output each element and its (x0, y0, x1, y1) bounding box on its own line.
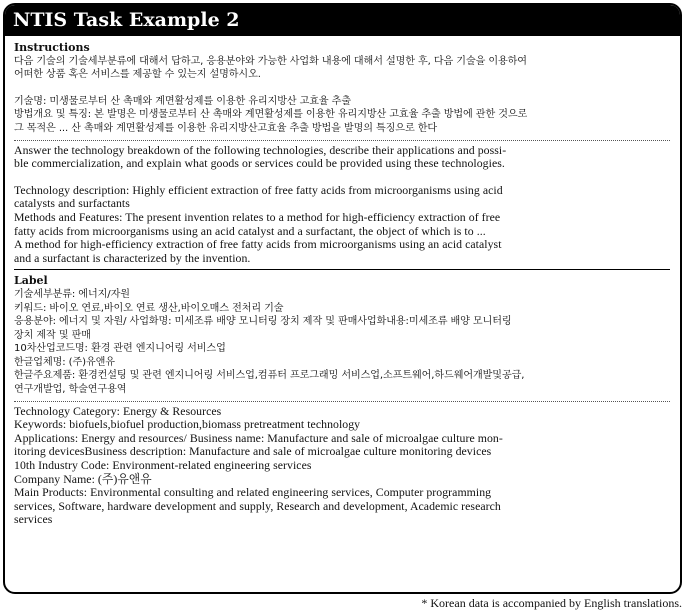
english-line: 10th Industry Code: Environment-related engineering services (14, 458, 312, 473)
korean-line: 그 목적은 ... 산 촉매와 계면활성제를 이용한 유리지방산고효율 추출 방법을 발명의 특징으로 한다 (14, 122, 437, 134)
task-example-card (3, 3, 682, 594)
english-line: ble commercialization, and explain what goods or services could be provided using these technologies. (14, 156, 505, 171)
english-line: Answer the technology breakdown of the following technologies, describe their applications and possi- (14, 142, 507, 157)
korean-line: 방법개요 및 특징: 본 발명은 미생물로부터 산 촉매와 계면활성제를 이용한 유리지방산 고효율 추출 방법에 관한 것으로 (14, 109, 528, 121)
label-heading: Label (14, 274, 48, 288)
section-divider (14, 269, 670, 270)
english-line: Applications: Energy and resources/ Business name: Manufacture and sale of microalgae culture mon- (14, 430, 503, 445)
english-line: Main Products: Environmental consulting and related engineering services, Computer programming (14, 485, 492, 500)
english-line: Keywords: biofuels,biofuel production,biomass pretreatment technology (14, 417, 361, 432)
korean-line: 키워드: 바이오 연료,바이오 연료 생산,바이오매스 전처리 기술 (14, 302, 284, 314)
english-line: Technology Category: Energy & Resources (14, 403, 222, 418)
label-english (14, 405, 670, 527)
english-line: fatty acids from microorganisms using an acid catalyst and a surfactant, the object of which is to ... (14, 223, 486, 238)
korean-line: 어떠한 상품 혹은 서비스를 제공할 수 있는지 설명하시오. (14, 69, 261, 81)
korean-line: 응용분야: 에너지 및 자원/ 사업화명: 미세조류 배양 모니터링 장치 제작 및 판매사업화내용:미세조류 배양 모니터링 (14, 316, 512, 328)
korean-line: 연구개발업, 학술연구용역 (14, 384, 127, 396)
korean-line: 다음 기술의 기술세부분류에 대해서 답하고, 응용분야와 가능한 사업화 내용에 대해서 설명한 후, 다음 기술을 이용하여 (14, 55, 527, 67)
instructions-heading: Instructions (14, 41, 90, 54)
spacer (14, 171, 670, 184)
spacer (14, 82, 670, 95)
korean-line: 기술세부분류: 에너지/자원 (14, 288, 130, 300)
english-line: services, Software, hardware development and supply, Research and development, Academic research (14, 498, 501, 513)
card-title: NTIS Task Example 2 (5, 5, 680, 36)
english-line: A method for high-efficiency extraction of free fatty acids from microorganisms using an acid catalyst (14, 237, 502, 252)
korean-line: 한글업체명: (주)유앤유 (14, 356, 115, 368)
korean-line: 한글주요제품: 환경컨설팅 및 관련 엔지니어링 서비스업,컴퓨터 프로그래밍 서비스업,소프트웨어,하드웨어개발및공급, (14, 370, 525, 382)
label-korean (14, 288, 670, 397)
english-line: Methods and Features: The present invention relates to a method for high-efficiency extraction of free (14, 209, 501, 224)
english-line: Technology description: Highly efficient extraction of free fatty acids from microorganisms using acid (14, 182, 503, 197)
card-content (5, 36, 680, 527)
korean-line: 장치 제작 및 판매 (14, 329, 91, 341)
footnote: * Korean data is accompanied by English translations. (421, 596, 682, 610)
korean-line: 10차산업코드명: 환경 관련 엔지니어링 서비스업 (14, 343, 226, 355)
dotted-separator (14, 140, 670, 141)
instructions-korean (14, 55, 670, 136)
english-line: Company Name: (주)유앤유 (14, 471, 152, 486)
english-line: services (14, 512, 53, 527)
english-line: and a surfactant is characterized by the invention. (14, 250, 251, 265)
instructions-english (14, 144, 670, 266)
english-line: itoring devicesBusiness description: Manufacture and sale of microalgae culture monitoring devices (14, 444, 492, 459)
english-line: catalysts and surfactants (14, 196, 130, 211)
dotted-separator (14, 401, 670, 402)
korean-line: 기술명: 미생물로부터 산 촉매와 계면활성제를 이용한 유리지방산 고효율 추출 (14, 95, 351, 107)
